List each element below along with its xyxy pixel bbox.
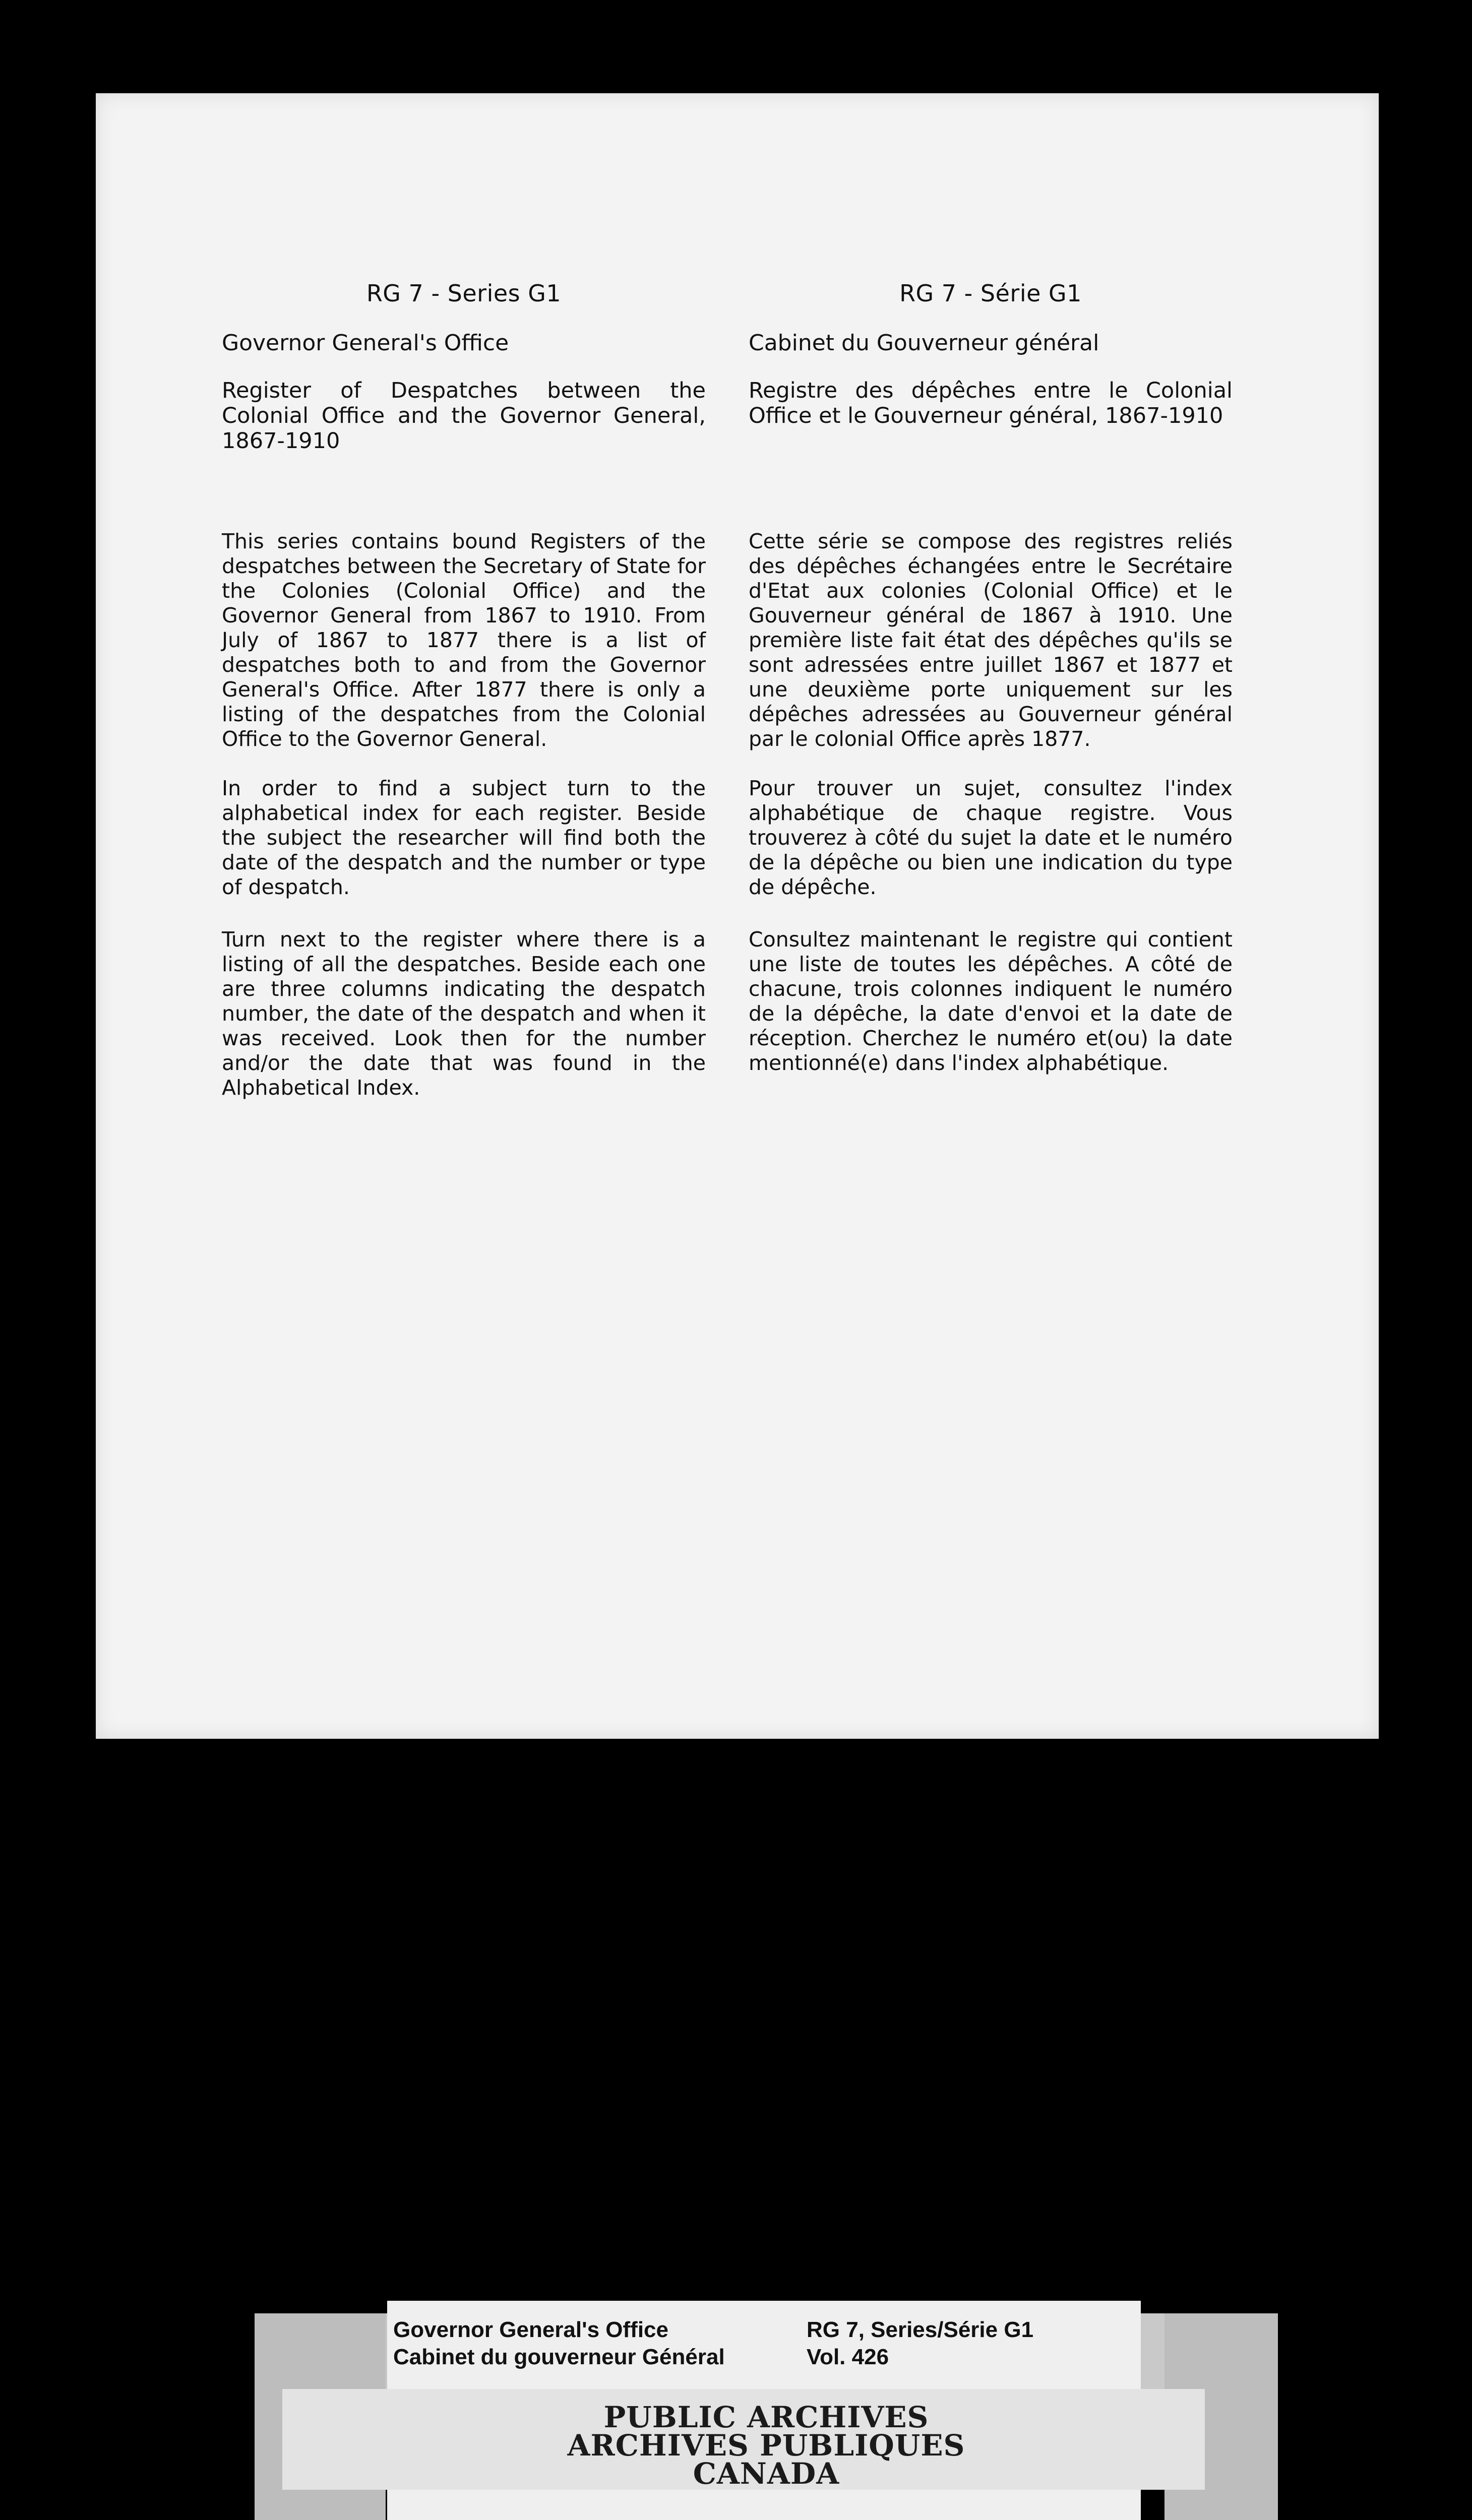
- paragraph-fr-2: Pour trouver un sujet, consultez l'index alphabétique de chaque registre. Vous trouverez à côté du sujet la date et le numéro de la dépêche ou bien une indication du type de dépêche.: [749, 776, 1233, 899]
- paragraph-en-2: In order to find a subject turn to the alphabetical index for each register. Beside the subject the researcher will find both the date of the despatch and the number or type of despatch.: [222, 776, 706, 899]
- paragraph-en-1: This series contains bound Registers of the despatches between the Secretary of State for the Colonies (Colonial Office) and the Governor General from 1867 to 1910. From July of 1867 to 1877 there is a list of despatches both to and from the Governor General's Office. After 1877 there is only a listing of the despatches from the Colonial Office to the Governor General.: [222, 529, 706, 751]
- label-volume: Vol. 426: [807, 2345, 889, 2369]
- subject-title-fr: Registre des dépêches entre le Colonial Office et le Gouverneur général, 1867-1910: [749, 378, 1233, 428]
- office-title-fr: Cabinet du Gouverneur général: [749, 330, 1099, 356]
- series-header-en: RG 7 - Series G1: [366, 280, 562, 307]
- office-title-en: Governor General's Office: [222, 330, 509, 356]
- paragraph-en-3: Turn next to the register where there is a listing of all the despatches. Beside each one are three columns indicating the despatch number, the date of the despatch and when it was received. Look then for the number and/or the date that was found in the Alphabetical Index.: [222, 927, 706, 1100]
- stamp-line-2: ARCHIVES PUBLIQUES: [567, 2428, 965, 2463]
- label-series: RG 7, Series/Série G1: [807, 2317, 1034, 2342]
- paragraph-fr-1: Cette série se compose des registres reliés des dépêches échangées entre le Secrétaire d'Etat aux colonies (Colonial Office) et le Gouverneur général de 1867 à 1910. Une première liste fait état des dépêches qu'ils se sont adressées entre juillet 1867 et 1877 et une deuxième porte uniquement sur les dépêches adressées au Gouverneur général par le colonial Office après 1877.: [749, 529, 1233, 751]
- paragraph-fr-3: Consultez maintenant le registre qui contient une liste de toutes les dépêches. A côté de chacune, trois colonnes indiquent le numéro de la dépêche, la date d'envoi et la date de réception. Cherchez le numéro et(ou) la date mentionné(e) dans l'index alphabétique.: [749, 927, 1233, 1075]
- series-header-fr: RG 7 - Série G1: [899, 280, 1082, 307]
- subject-title-en: Register of Despatches between the Colonial Office and the Governor General, 1867-1910: [222, 378, 706, 454]
- label-office-fr: Cabinet du gouverneur Général: [393, 2345, 725, 2369]
- document-page: [96, 93, 1379, 1739]
- stamp-line-1: PUBLIC ARCHIVES: [603, 2400, 929, 2434]
- label-office-en: Governor General's Office: [393, 2317, 668, 2342]
- stamp-line-3: CANADA: [693, 2456, 840, 2491]
- archives-stamp: [565, 2400, 968, 2491]
